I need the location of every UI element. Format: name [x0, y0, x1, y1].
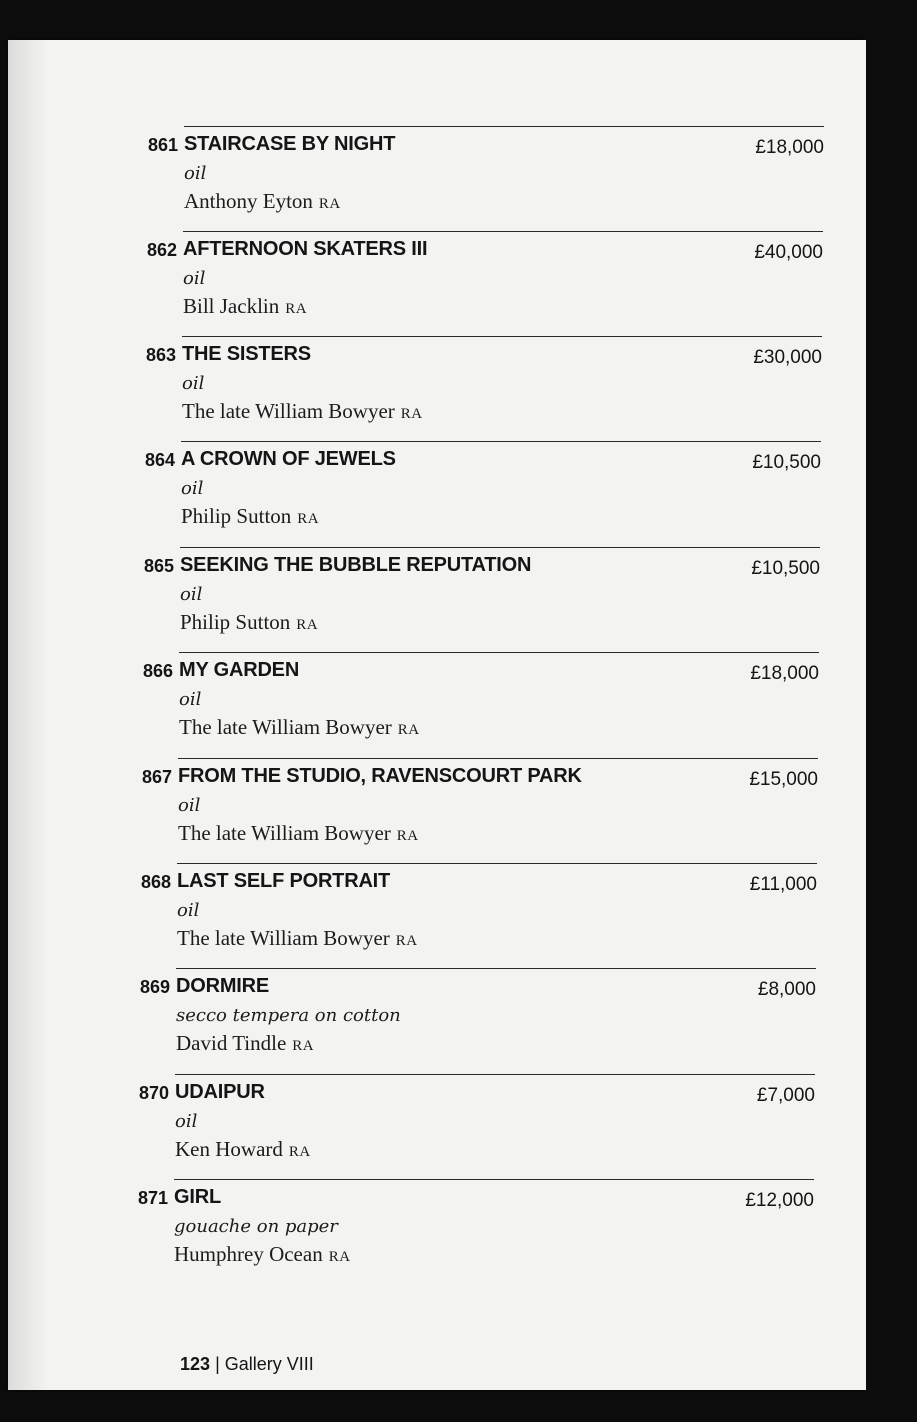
entry-medium: oil — [180, 584, 203, 605]
entry-title: DORMIRE — [176, 975, 270, 997]
entry-artist-suffix: RA — [296, 617, 319, 633]
entry-artist-suffix: RA — [395, 933, 418, 949]
entry-title: SEEKING THE BUBBLE REPUTATION — [180, 554, 532, 576]
entry-number: 870 — [138, 1083, 169, 1103]
entry-artist: The late William Bowyer — [177, 926, 390, 950]
entry-artist-suffix: RA — [288, 1144, 311, 1160]
entry-medium: oil — [178, 795, 201, 816]
catalogue-entry-864 — [144, 441, 821, 546]
entry-artist-suffix: RA — [285, 301, 308, 317]
entry-number: 863 — [145, 345, 176, 365]
catalogue-entry-865 — [143, 547, 820, 652]
entry-artist-line — [174, 1242, 351, 1267]
entry-medium: oil — [181, 478, 204, 499]
entry-artist: Anthony Eyton — [184, 189, 313, 213]
entry-artist: The late William Bowyer — [178, 821, 391, 845]
entry-number: 867 — [141, 767, 172, 787]
entry-artist-suffix: RA — [396, 828, 419, 844]
entry-medium: oil — [182, 373, 205, 394]
catalogue-entry-867 — [141, 758, 818, 863]
entry-artist-suffix: RA — [318, 196, 341, 212]
entry-number: 861 — [147, 135, 178, 155]
entry-price: £30,000 — [753, 347, 822, 368]
entry-medium: oil — [179, 689, 202, 710]
entry-title: LAST SELF PORTRAIT — [177, 870, 391, 892]
entry-artist-line — [177, 926, 418, 951]
entry-artist-line — [175, 1137, 311, 1162]
footer-separator: | — [215, 1354, 220, 1374]
entry-number: 862 — [146, 240, 177, 260]
entry-title: THE SISTERS — [182, 343, 311, 365]
entry-artist-line — [180, 610, 318, 635]
entry-artist-line — [181, 504, 319, 529]
catalogue-entry-871 — [137, 1179, 814, 1284]
entry-title: A CROWN OF JEWELS — [181, 448, 396, 470]
catalogue-entry-870 — [138, 1074, 815, 1179]
catalogue-page — [8, 40, 866, 1390]
page-number: 123 — [180, 1354, 211, 1374]
entry-title: MY GARDEN — [179, 659, 300, 681]
entry-medium: gouache on paper — [174, 1216, 338, 1237]
entry-artist: Philip Sutton — [180, 610, 291, 634]
footer-section: Gallery VIII — [224, 1354, 314, 1374]
entry-artist-suffix: RA — [400, 406, 423, 422]
entry-number: 871 — [137, 1188, 168, 1208]
entry-title: GIRL — [174, 1186, 221, 1208]
entry-artist: Philip Sutton — [181, 504, 292, 528]
entry-artist-line — [179, 715, 420, 740]
entry-medium: oil — [183, 268, 206, 289]
entry-title: UDAIPUR — [175, 1081, 265, 1103]
entry-artist-line — [183, 294, 307, 319]
entry-price: £8,000 — [757, 979, 816, 1000]
entry-artist-suffix: RA — [397, 722, 420, 738]
entry-artist-line — [184, 189, 341, 214]
entry-artist-line — [178, 821, 419, 846]
entry-artist: The late William Bowyer — [179, 715, 392, 739]
page-edge-shadow — [8, 40, 48, 1390]
entry-title: FROM THE STUDIO, RAVENSCOURT PARK — [178, 765, 582, 787]
entry-price: £10,500 — [751, 558, 820, 579]
entry-medium: secco tempera on cotton — [176, 1005, 401, 1026]
catalogue-entry-862 — [146, 231, 823, 336]
entry-medium: oil — [177, 900, 200, 921]
entry-artist-line — [176, 1031, 314, 1056]
entry-number: 865 — [143, 556, 174, 576]
page-footer — [180, 1354, 314, 1375]
entry-artist-suffix: RA — [297, 511, 320, 527]
entry-artist: David Tindle — [176, 1031, 287, 1055]
entry-price: £11,000 — [749, 874, 817, 895]
entry-title: STAIRCASE BY NIGHT — [184, 133, 396, 155]
entry-number: 866 — [142, 661, 173, 681]
entry-price: £10,500 — [752, 452, 821, 473]
entry-artist: Ken Howard — [175, 1137, 283, 1161]
entry-price: £15,000 — [749, 769, 818, 790]
entry-artist-suffix: RA — [328, 1249, 351, 1265]
entry-price: £12,000 — [745, 1190, 814, 1211]
catalogue-entry-863 — [145, 336, 822, 441]
catalogue-entry-868 — [140, 863, 817, 968]
entry-number: 869 — [139, 977, 170, 997]
entry-price: £7,000 — [756, 1085, 815, 1106]
entry-artist-suffix: RA — [292, 1038, 315, 1054]
entry-price: £18,000 — [750, 663, 819, 684]
entry-artist: Humphrey Ocean — [174, 1242, 323, 1266]
entry-artist-line — [182, 399, 423, 424]
entry-number: 864 — [144, 450, 175, 470]
entry-price: £40,000 — [754, 242, 823, 263]
entry-artist: The late William Bowyer — [182, 399, 395, 423]
entry-medium: oil — [175, 1111, 198, 1132]
entry-artist: Bill Jacklin — [183, 294, 280, 318]
entry-number: 868 — [140, 872, 171, 892]
entry-price: £18,000 — [755, 137, 824, 158]
catalogue-entry-869 — [139, 968, 816, 1073]
catalogue-entry-861 — [147, 126, 824, 231]
entry-title: AFTERNOON SKATERS III — [183, 238, 428, 260]
catalogue-entry-866 — [142, 652, 819, 757]
entry-medium: oil — [184, 163, 207, 184]
